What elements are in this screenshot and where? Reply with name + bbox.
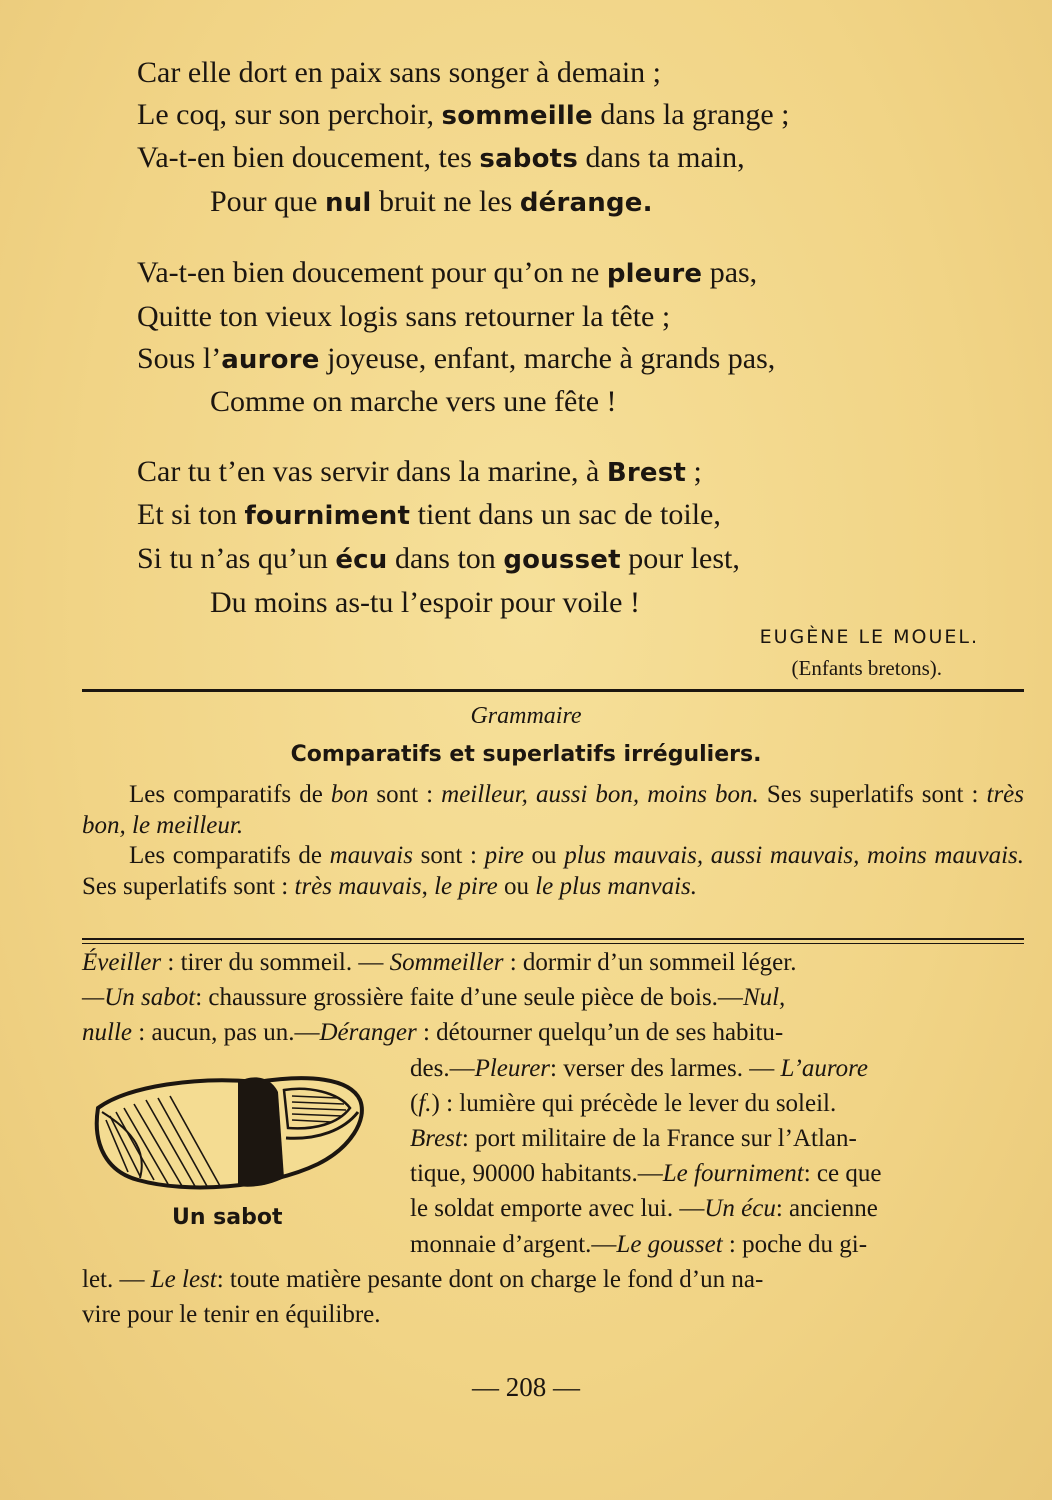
poem-line: Sous l’aurore joyeuse, enfant, marche à grands pas,: [137, 341, 776, 375]
grammar-body: [82, 780, 1024, 902]
stanza-1: [137, 52, 997, 224]
section-divider: [82, 943, 1024, 944]
vocab-line: des.—Pleurer: verser des larmes. — L’aurore: [410, 1054, 869, 1082]
figure-caption: Un sabot: [172, 1205, 283, 1230]
section-divider: [82, 689, 1024, 692]
section-divider: [82, 938, 1024, 940]
poem-line: Si tu n’as qu’un écu dans ton gousset pour lest,: [137, 541, 740, 575]
poem-line: Car tu t’en vas servir dans la marine, à Brest ;: [137, 454, 702, 488]
poem-line: Va-t-en bien doucement, tes sabots dans ta main,: [137, 141, 745, 175]
vocab-line: —Un sabot: chaussure grossière faite d’une seule pièce de bois.—Nul,: [82, 984, 786, 1012]
page-number: — 208 —: [472, 1372, 580, 1402]
poem: [137, 52, 997, 651]
vocab-line: (f.) : lumière qui précède le lever du soleil.: [410, 1089, 837, 1117]
grammar-title: Comparatifs et superlatifs irréguliers.: [290, 742, 762, 767]
grammar-paragraph-bon: Les comparatifs de bon sont : meilleur, aussi bon, moins bon. Ses superlatifs sont : très bon, le meilleur.: [82, 781, 1024, 839]
poem-line: Car elle dort en paix sans songer à demain ;: [137, 56, 662, 89]
poem-line: Le coq, sur son perchoir, sommeille dans la grange ;: [137, 97, 790, 131]
stanza-3: [137, 451, 997, 623]
grammar-label: Grammaire: [470, 703, 582, 729]
vocab-line: Brest: port militaire de la France sur l’Atlan-: [410, 1125, 857, 1153]
stanza-2: [137, 252, 997, 422]
poem-line: Comme on marche vers une fête !: [210, 385, 617, 419]
sabot-illustration: [88, 1068, 370, 1198]
poem-line: Pour que nul bruit ne les dérange.: [210, 184, 653, 218]
vocab-line: Éveiller : tirer du sommeil. — Sommeiller : dormir d’un sommeil léger.: [82, 949, 797, 976]
grammar-paragraph-mauvais: Les comparatifs de mauvais sont : pire ou plus mauvais, aussi mauvais, moins mauvais. Ses superlatifs sont : très mauvais, le pire ou le plus manvais.: [82, 842, 1025, 900]
vocab-line: le soldat emporte avec lui. —Un écu: ancienne: [410, 1195, 878, 1223]
poem-line: Va-t-en bien doucement pour qu’on ne pleure pas,: [137, 256, 758, 290]
poem-source: (Enfants bretons).: [791, 656, 942, 680]
poem-author: EUGÈNE LE MOUEL.: [759, 626, 979, 648]
vocab-line: monnaie d’argent.—Le gousset : poche du gi-: [410, 1230, 868, 1258]
poem-line: Quitte ton vieux logis sans retourner la tête ;: [137, 299, 671, 333]
vocab-line: vire pour le tenir en équilibre.: [82, 1301, 381, 1329]
poem-line: Du moins as-tu l’espoir pour voile !: [210, 585, 640, 619]
poem-line: Et si ton fourniment tient dans un sac de toile,: [137, 498, 721, 532]
vocab-line: nulle : aucun, pas un.—Déranger : détourner quelqu’un de ses habitu-: [82, 1019, 784, 1047]
vocab-line: let. — Le lest: toute matière pesante dont on charge le fond d’un na-: [82, 1265, 764, 1293]
vocab-line: tique, 90000 habitants.—Le fourniment: ce que: [410, 1160, 882, 1188]
